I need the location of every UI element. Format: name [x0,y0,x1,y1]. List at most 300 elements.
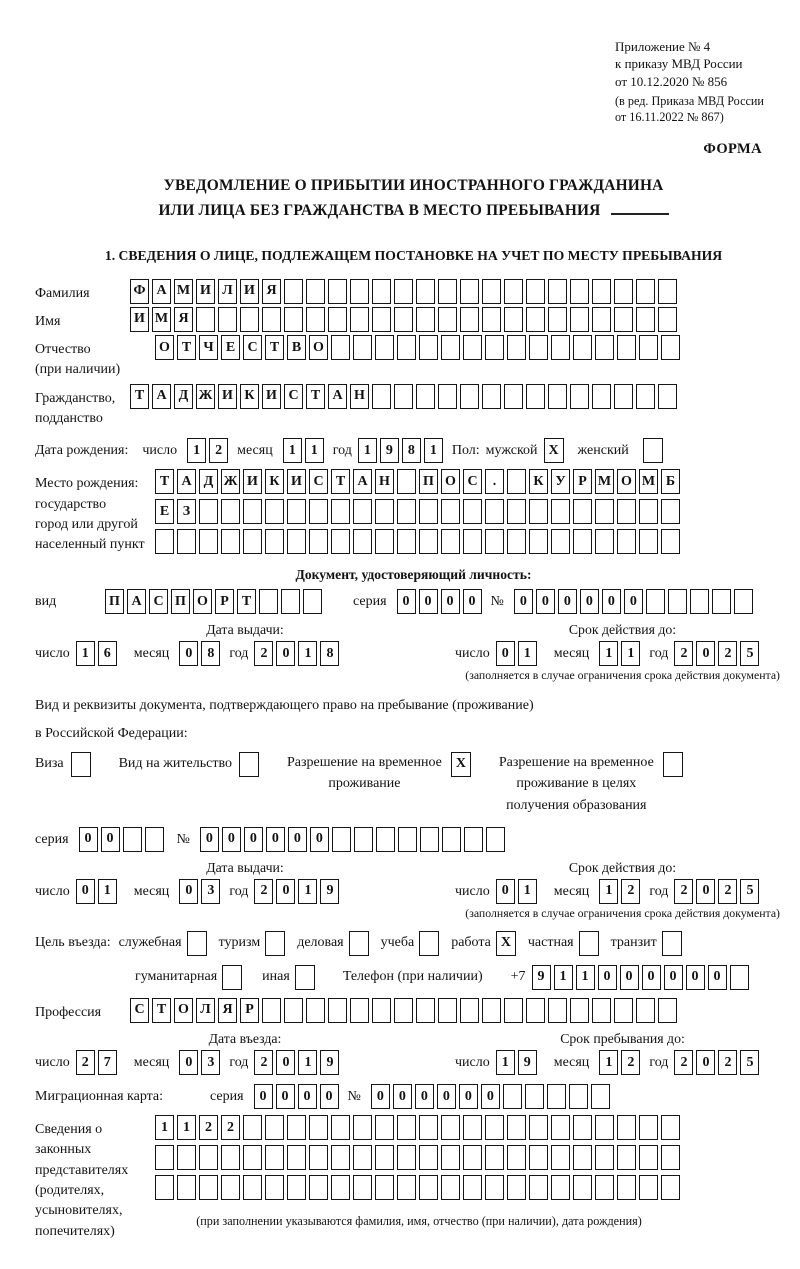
char-box[interactable]: Я [174,307,193,332]
char-box[interactable] [614,279,633,304]
char-box[interactable] [331,335,350,360]
char-box[interactable] [573,1115,592,1140]
char-box[interactable]: 0 [496,641,515,666]
char-box[interactable] [463,1175,482,1200]
char-box[interactable] [639,1175,658,1200]
char-box[interactable] [551,529,570,554]
char-box[interactable] [375,529,394,554]
char-box[interactable] [526,307,545,332]
char-box[interactable] [573,1145,592,1170]
char-box[interactable]: 1 [298,1050,317,1075]
char-box[interactable] [503,1084,522,1109]
char-box[interactable]: 0 [415,1084,434,1109]
char-box[interactable] [573,335,592,360]
char-box[interactable] [661,529,680,554]
char-box[interactable] [507,499,526,524]
char-box[interactable]: 0 [459,1084,478,1109]
char-box[interactable]: 3 [201,879,220,904]
char-box[interactable] [438,384,457,409]
char-box[interactable]: 1 [599,641,618,666]
char-box[interactable] [287,1115,306,1140]
char-box[interactable] [482,998,501,1023]
char-box[interactable]: 2 [199,1115,218,1140]
char-box[interactable] [507,529,526,554]
char-box[interactable] [463,1145,482,1170]
char-box[interactable] [504,384,523,409]
char-box[interactable]: 1 [177,1115,196,1140]
char-box[interactable]: Л [196,998,215,1023]
char-box[interactable] [199,1145,218,1170]
char-box[interactable]: И [130,307,149,332]
char-box[interactable] [548,998,567,1023]
char-box[interactable]: П [419,469,438,494]
char-box[interactable] [482,384,501,409]
char-box[interactable] [617,499,636,524]
char-box[interactable]: 0 [496,879,515,904]
char-box[interactable] [309,1115,328,1140]
char-box[interactable] [573,529,592,554]
char-box[interactable]: 1 [358,438,377,463]
char-box[interactable]: 0 [310,827,329,852]
char-box[interactable] [372,279,391,304]
char-box[interactable] [259,589,278,614]
char-box[interactable] [529,1175,548,1200]
char-box[interactable]: 0 [179,879,198,904]
char-box[interactable]: Я [218,998,237,1023]
char-box[interactable] [375,335,394,360]
char-box[interactable] [221,499,240,524]
char-box[interactable] [199,1175,218,1200]
char-box[interactable] [243,1115,262,1140]
char-box[interactable] [284,279,303,304]
char-box[interactable] [438,998,457,1023]
char-box[interactable]: 0 [686,965,705,990]
char-box[interactable] [354,827,373,852]
char-box[interactable] [376,827,395,852]
char-box[interactable]: Д [174,384,193,409]
char-box[interactable] [441,499,460,524]
char-box[interactable] [485,335,504,360]
char-box[interactable]: Я [262,279,281,304]
char-box[interactable] [526,384,545,409]
char-box[interactable] [331,1145,350,1170]
char-box[interactable] [690,589,709,614]
char-box[interactable] [375,499,394,524]
char-box[interactable]: 0 [536,589,555,614]
char-box[interactable] [573,499,592,524]
char-box[interactable] [353,1175,372,1200]
char-box[interactable] [658,384,677,409]
char-box[interactable] [507,1115,526,1140]
char-box[interactable] [328,279,347,304]
char-box[interactable] [438,279,457,304]
char-box[interactable] [441,529,460,554]
char-box[interactable] [394,998,413,1023]
char-box[interactable]: 0 [419,589,438,614]
char-box[interactable] [551,1115,570,1140]
char-box[interactable] [463,1115,482,1140]
checkbox-tourism[interactable] [265,931,285,956]
char-box[interactable]: 0 [276,1084,295,1109]
char-box[interactable] [353,1115,372,1140]
char-box[interactable]: 0 [179,1050,198,1075]
char-box[interactable] [526,279,545,304]
char-box[interactable]: 1 [283,438,302,463]
char-box[interactable] [419,1145,438,1170]
char-box[interactable]: 2 [718,879,737,904]
char-box[interactable]: 0 [76,879,95,904]
char-box[interactable]: А [328,384,347,409]
char-box[interactable]: С [284,384,303,409]
char-box[interactable]: А [152,279,171,304]
char-box[interactable] [460,998,479,1023]
char-box[interactable] [177,529,196,554]
char-box[interactable]: 0 [288,827,307,852]
char-box[interactable] [397,529,416,554]
char-box[interactable] [504,307,523,332]
char-box[interactable] [265,499,284,524]
checkbox-male[interactable]: X [544,438,564,463]
char-box[interactable]: 0 [514,589,533,614]
char-box[interactable] [243,529,262,554]
char-box[interactable]: 2 [254,879,273,904]
char-box[interactable]: 0 [200,827,219,852]
char-box[interactable]: А [353,469,372,494]
char-box[interactable]: 0 [276,641,295,666]
char-box[interactable]: 2 [718,641,737,666]
char-box[interactable]: 9 [320,1050,339,1075]
char-box[interactable] [375,1115,394,1140]
char-box[interactable] [570,384,589,409]
char-box[interactable]: Ф [130,279,149,304]
char-box[interactable]: 0 [696,879,715,904]
char-box[interactable]: 2 [674,1050,693,1075]
char-box[interactable]: С [463,469,482,494]
char-box[interactable] [592,998,611,1023]
char-box[interactable]: А [152,384,171,409]
char-box[interactable] [438,307,457,332]
char-box[interactable] [375,1175,394,1200]
char-box[interactable]: 0 [222,827,241,852]
char-box[interactable] [570,998,589,1023]
char-box[interactable] [419,499,438,524]
char-box[interactable] [265,529,284,554]
char-box[interactable]: 1 [518,641,537,666]
char-box[interactable] [636,279,655,304]
char-box[interactable]: И [243,469,262,494]
char-box[interactable] [548,279,567,304]
char-box[interactable] [595,529,614,554]
char-box[interactable] [617,1115,636,1140]
checkbox-business[interactable] [349,931,369,956]
char-box[interactable] [529,499,548,524]
char-box[interactable] [350,279,369,304]
char-box[interactable] [658,998,677,1023]
checkbox-transit[interactable] [662,931,682,956]
char-box[interactable]: О [193,589,212,614]
char-box[interactable]: 0 [696,641,715,666]
char-box[interactable]: 5 [740,641,759,666]
char-box[interactable] [573,1175,592,1200]
char-box[interactable]: К [265,469,284,494]
char-box[interactable]: О [309,335,328,360]
char-box[interactable] [303,589,322,614]
char-box[interactable]: 9 [518,1050,537,1075]
char-box[interactable]: Л [218,279,237,304]
char-box[interactable] [639,499,658,524]
char-box[interactable]: 2 [718,1050,737,1075]
char-box[interactable] [397,1145,416,1170]
char-box[interactable]: М [595,469,614,494]
char-box[interactable]: 1 [496,1050,515,1075]
char-box[interactable] [199,529,218,554]
char-box[interactable] [441,1175,460,1200]
char-box[interactable]: 9 [380,438,399,463]
char-box[interactable] [416,384,435,409]
char-box[interactable] [416,279,435,304]
char-box[interactable] [614,384,633,409]
char-box[interactable]: Т [237,589,256,614]
char-box[interactable] [463,335,482,360]
char-box[interactable] [485,1145,504,1170]
char-box[interactable]: С [309,469,328,494]
char-box[interactable] [372,998,391,1023]
char-box[interactable]: 5 [740,1050,759,1075]
char-box[interactable]: 2 [674,879,693,904]
char-box[interactable] [639,335,658,360]
char-box[interactable]: С [243,335,262,360]
char-box[interactable] [350,998,369,1023]
char-box[interactable]: 0 [481,1084,500,1109]
char-box[interactable]: 1 [424,438,443,463]
checkbox-work[interactable]: X [496,931,516,956]
char-box[interactable] [617,529,636,554]
char-box[interactable] [416,307,435,332]
char-box[interactable]: У [551,469,570,494]
char-box[interactable] [617,335,636,360]
char-box[interactable]: 2 [76,1050,95,1075]
char-box[interactable]: И [196,279,215,304]
char-box[interactable] [525,1084,544,1109]
char-box[interactable]: 1 [305,438,324,463]
char-box[interactable] [592,384,611,409]
char-box[interactable]: 1 [576,965,595,990]
char-box[interactable] [265,1175,284,1200]
char-box[interactable]: И [262,384,281,409]
char-box[interactable]: Т [306,384,325,409]
checkbox-visa[interactable] [71,752,91,777]
char-box[interactable] [309,499,328,524]
char-box[interactable]: 8 [402,438,421,463]
char-box[interactable]: 0 [266,827,285,852]
char-box[interactable] [595,335,614,360]
char-box[interactable] [486,827,505,852]
char-box[interactable]: 3 [201,1050,220,1075]
char-box[interactable] [309,1175,328,1200]
char-box[interactable] [592,307,611,332]
char-box[interactable]: 2 [621,1050,640,1075]
checkbox-private[interactable] [579,931,599,956]
char-box[interactable] [287,1145,306,1170]
char-box[interactable]: 8 [320,641,339,666]
char-box[interactable] [372,307,391,332]
char-box[interactable] [547,1084,566,1109]
char-box[interactable]: 0 [624,589,643,614]
char-box[interactable]: 0 [602,589,621,614]
char-box[interactable]: 1 [98,879,117,904]
char-box[interactable]: И [240,279,259,304]
char-box[interactable] [551,335,570,360]
char-box[interactable] [309,529,328,554]
char-box[interactable] [221,1145,240,1170]
char-box[interactable] [570,279,589,304]
char-box[interactable]: 0 [393,1084,412,1109]
char-box[interactable] [551,499,570,524]
checkbox-temporary-residence-education[interactable] [663,752,683,777]
char-box[interactable] [372,384,391,409]
char-box[interactable]: Т [177,335,196,360]
char-box[interactable] [730,965,749,990]
char-box[interactable]: Ж [196,384,215,409]
char-box[interactable] [398,827,417,852]
char-box[interactable]: 0 [79,827,98,852]
char-box[interactable] [712,589,731,614]
char-box[interactable] [375,1145,394,1170]
char-box[interactable] [639,529,658,554]
char-box[interactable]: 2 [254,1050,273,1075]
char-box[interactable] [196,307,215,332]
char-box[interactable] [658,279,677,304]
char-box[interactable] [287,529,306,554]
char-box[interactable] [265,1115,284,1140]
char-box[interactable] [668,589,687,614]
char-box[interactable] [306,307,325,332]
char-box[interactable]: 1 [155,1115,174,1140]
char-box[interactable] [420,827,439,852]
checkbox-study[interactable] [419,931,439,956]
char-box[interactable] [328,307,347,332]
char-box[interactable] [617,1145,636,1170]
char-box[interactable] [661,499,680,524]
char-box[interactable] [636,307,655,332]
char-box[interactable] [353,499,372,524]
char-box[interactable]: С [149,589,168,614]
char-box[interactable]: 1 [599,1050,618,1075]
char-box[interactable] [221,1175,240,1200]
char-box[interactable]: О [441,469,460,494]
char-box[interactable]: Т [265,335,284,360]
char-box[interactable] [177,1145,196,1170]
char-box[interactable]: А [127,589,146,614]
char-box[interactable]: 6 [98,641,117,666]
char-box[interactable]: А [177,469,196,494]
char-box[interactable] [482,279,501,304]
char-box[interactable]: 1 [599,879,618,904]
char-box[interactable]: 0 [254,1084,273,1109]
char-box[interactable]: М [174,279,193,304]
char-box[interactable] [394,279,413,304]
char-box[interactable] [504,998,523,1023]
char-box[interactable]: 7 [98,1050,117,1075]
char-box[interactable] [397,499,416,524]
char-box[interactable] [485,1115,504,1140]
char-box[interactable] [636,998,655,1023]
checkbox-female[interactable] [643,438,663,463]
char-box[interactable]: Т [130,384,149,409]
char-box[interactable] [636,384,655,409]
char-box[interactable] [595,1175,614,1200]
char-box[interactable] [442,827,461,852]
char-box[interactable] [661,1175,680,1200]
char-box[interactable] [485,499,504,524]
char-box[interactable] [243,499,262,524]
checkbox-humanitarian[interactable] [222,965,242,990]
char-box[interactable] [419,529,438,554]
char-box[interactable] [350,307,369,332]
char-box[interactable] [460,384,479,409]
char-box[interactable] [328,998,347,1023]
char-box[interactable] [419,1115,438,1140]
char-box[interactable] [353,1145,372,1170]
char-box[interactable] [507,1175,526,1200]
char-box[interactable] [485,529,504,554]
char-box[interactable] [507,335,526,360]
char-box[interactable] [595,499,614,524]
char-box[interactable] [639,1145,658,1170]
char-box[interactable]: 9 [532,965,551,990]
char-box[interactable] [595,1145,614,1170]
char-box[interactable]: О [174,998,193,1023]
char-box[interactable] [570,307,589,332]
char-box[interactable] [529,1115,548,1140]
char-box[interactable]: Б [661,469,680,494]
char-box[interactable]: 1 [298,641,317,666]
char-box[interactable] [661,1115,680,1140]
char-box[interactable] [199,499,218,524]
char-box[interactable]: 0 [244,827,263,852]
char-box[interactable] [123,827,142,852]
char-box[interactable]: 2 [254,641,273,666]
char-box[interactable] [507,1145,526,1170]
char-box[interactable] [441,335,460,360]
char-box[interactable] [262,307,281,332]
char-box[interactable]: Н [350,384,369,409]
char-box[interactable]: 0 [696,1050,715,1075]
char-box[interactable] [397,335,416,360]
checkbox-temporary-residence[interactable]: X [451,752,471,777]
char-box[interactable]: О [155,335,174,360]
char-box[interactable]: 0 [397,589,416,614]
char-box[interactable]: П [171,589,190,614]
char-box[interactable]: К [240,384,259,409]
char-box[interactable] [441,1115,460,1140]
char-box[interactable] [507,469,526,494]
char-box[interactable]: М [639,469,658,494]
char-box[interactable]: В [287,335,306,360]
char-box[interactable] [658,307,677,332]
char-box[interactable]: 2 [209,438,228,463]
char-box[interactable]: 0 [437,1084,456,1109]
char-box[interactable] [661,335,680,360]
char-box[interactable] [526,998,545,1023]
char-box[interactable] [551,1175,570,1200]
char-box[interactable] [353,335,372,360]
char-box[interactable]: С [130,998,149,1023]
char-box[interactable]: 0 [664,965,683,990]
char-box[interactable]: 0 [580,589,599,614]
char-box[interactable]: 0 [598,965,617,990]
char-box[interactable] [614,307,633,332]
